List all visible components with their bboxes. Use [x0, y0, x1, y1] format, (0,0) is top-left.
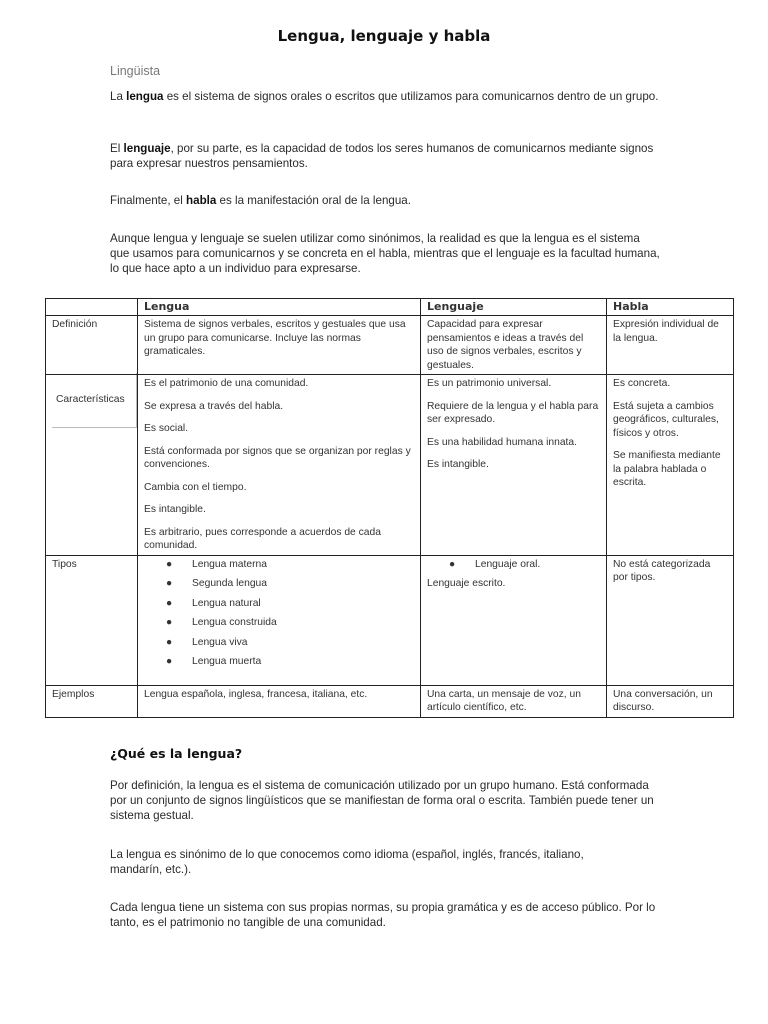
list-item: ● Lengua muerta	[166, 656, 262, 667]
list-item: ● Lengua natural	[166, 597, 261, 609]
list-item: Es un patrimonio universal.	[427, 378, 552, 389]
section-paragraph: Cada lengua tiene un sistema con sus propias normas, su propia gramática y es de acceso público. Por lo tanto, es el patrimonio no tangible de una comunidad.	[110, 901, 656, 929]
list-item: Es concreta.	[613, 378, 671, 389]
list-item: ● Segunda lengua	[166, 578, 268, 589]
row-label-definicion: Definición	[46, 316, 138, 375]
list-item: Es intangible.	[144, 504, 206, 515]
table-header-lenguaje: Lenguaje	[421, 299, 607, 316]
intro-paragraph-comparison: Aunque lengua y lenguaje se suelen utilizar como sinónimos, la realidad es que la lengua es el sistema que usamos para comunicarnos y se concreta en el habla, mientras que el lenguaje es la facultad humana, lo que hace apto a un individuo para expresarse.	[110, 232, 660, 275]
table-row-definicion	[46, 316, 734, 375]
list-item: Está conformada por signos que se organizan por reglas y convenciones.	[144, 445, 411, 470]
list-item: Requiere de la lengua y el habla para ser expresado.	[427, 400, 599, 425]
list-item: Es social.	[144, 423, 189, 434]
bullet-icon: ●	[166, 656, 173, 667]
cell-caracteristicas-habla	[607, 375, 734, 556]
cell-tipos-lengua	[138, 555, 421, 685]
list-item: Está sujeta a cambios geográficos, culturales, físicos y otros.	[613, 400, 719, 439]
list-item: Cambia con el tiempo.	[144, 481, 247, 493]
bullet-icon: ●	[166, 636, 173, 648]
section-heading: ¿Qué es la lengua?	[110, 746, 243, 761]
tipos-lenguaje-list	[427, 558, 600, 572]
cell-definicion-lenguaje: Capacidad para expresar pensamientos e ideas a través del uso de signos verbales, escritos y gestuales.	[421, 316, 607, 375]
cell-ejemplos-lenguaje: Una carta, un mensaje de voz, un artículo científico, etc.	[421, 685, 607, 717]
list-item: Es una habilidad humana innata.	[427, 436, 577, 448]
intro-paragraph-habla: Finalmente, el habla es la manifestación oral de la lengua.	[110, 194, 411, 207]
bullet-icon: ●	[166, 597, 173, 609]
tipos-lengua-list	[144, 558, 414, 669]
row-label-tipos: Tipos	[46, 555, 138, 685]
row-label-caracteristicas: Características	[52, 373, 137, 428]
comparison-table	[45, 298, 734, 718]
table-row-tipos	[46, 555, 734, 685]
author-label: Lingüista	[110, 64, 161, 78]
row-label-caracteristicas-cell	[46, 375, 138, 556]
list-item: ● Lengua construida	[166, 617, 277, 628]
table-row-caracteristicas	[46, 375, 734, 556]
row-label-ejemplos: Ejemplos	[46, 685, 138, 717]
list-item: ● Lenguaje oral.	[449, 558, 541, 570]
table-header-lengua: Lengua	[138, 299, 421, 316]
bullet-icon: ●	[166, 558, 173, 570]
table-header-empty	[46, 299, 138, 316]
cell-ejemplos-lengua: Lengua española, inglesa, francesa, italiana, etc.	[138, 685, 421, 717]
list-item: ● Lengua materna	[166, 558, 267, 570]
section-paragraph: La lengua es sinónimo de lo que conocemos como idioma (español, inglés, francés, italiano, mandarín, etc.).	[110, 848, 584, 876]
cell-ejemplos-habla: Una conversación, un discurso.	[607, 685, 734, 717]
cell-tipos-habla: No está categorizada por tipos.	[607, 555, 734, 685]
cell-caracteristicas-lengua	[138, 375, 421, 556]
intro-paragraph-lengua: La lengua es el sistema de signos orales o escritos que utilizamos para comunicarnos dentro de un grupo.	[110, 90, 659, 103]
list-item: Se manifiesta mediante la palabra hablada o escrita.	[613, 450, 721, 488]
bullet-icon: ●	[166, 617, 173, 628]
intro-paragraph-lenguaje: El lenguaje, por su parte, es la capacidad de todos los seres humanos de comunicarnos mediante signos para expresar nuestros pensamientos.	[110, 142, 654, 170]
list-item: Se expresa a través del habla.	[144, 400, 284, 412]
list-item: Es el patrimonio de una comunidad.	[144, 378, 309, 389]
table-header-habla: Habla	[607, 299, 734, 316]
table-header-row	[46, 299, 734, 316]
cell-tipos-lenguaje	[421, 555, 607, 685]
bullet-icon: ●	[449, 558, 456, 570]
list-item: ● Lengua viva	[166, 636, 248, 648]
table-row-ejemplos	[46, 685, 734, 717]
cell-caracteristicas-lenguaje	[421, 375, 607, 556]
list-item: Es intangible.	[427, 459, 489, 470]
list-item: Lenguaje escrito.	[427, 578, 506, 589]
list-item: Es arbitrario, pues corresponde a acuerdos de cada comunidad.	[144, 526, 381, 551]
page-title: Lengua, lenguaje y habla	[277, 27, 491, 45]
cell-definicion-habla: Expresión individual de la lengua.	[607, 316, 734, 375]
bullet-icon: ●	[166, 578, 173, 589]
section-paragraph: Por definición, la lengua es el sistema de comunicación utilizado por un grupo humano. Está conformada por un conjunto de signos lingüísticos que se manifiestan de forma oral o escrita. También puede tener un sistema gestual.	[110, 779, 654, 822]
cell-definicion-lengua: Sistema de signos verbales, escritos y gestuales que usa un grupo para comunicarse. Incluye las normas gramaticales.	[138, 316, 421, 375]
